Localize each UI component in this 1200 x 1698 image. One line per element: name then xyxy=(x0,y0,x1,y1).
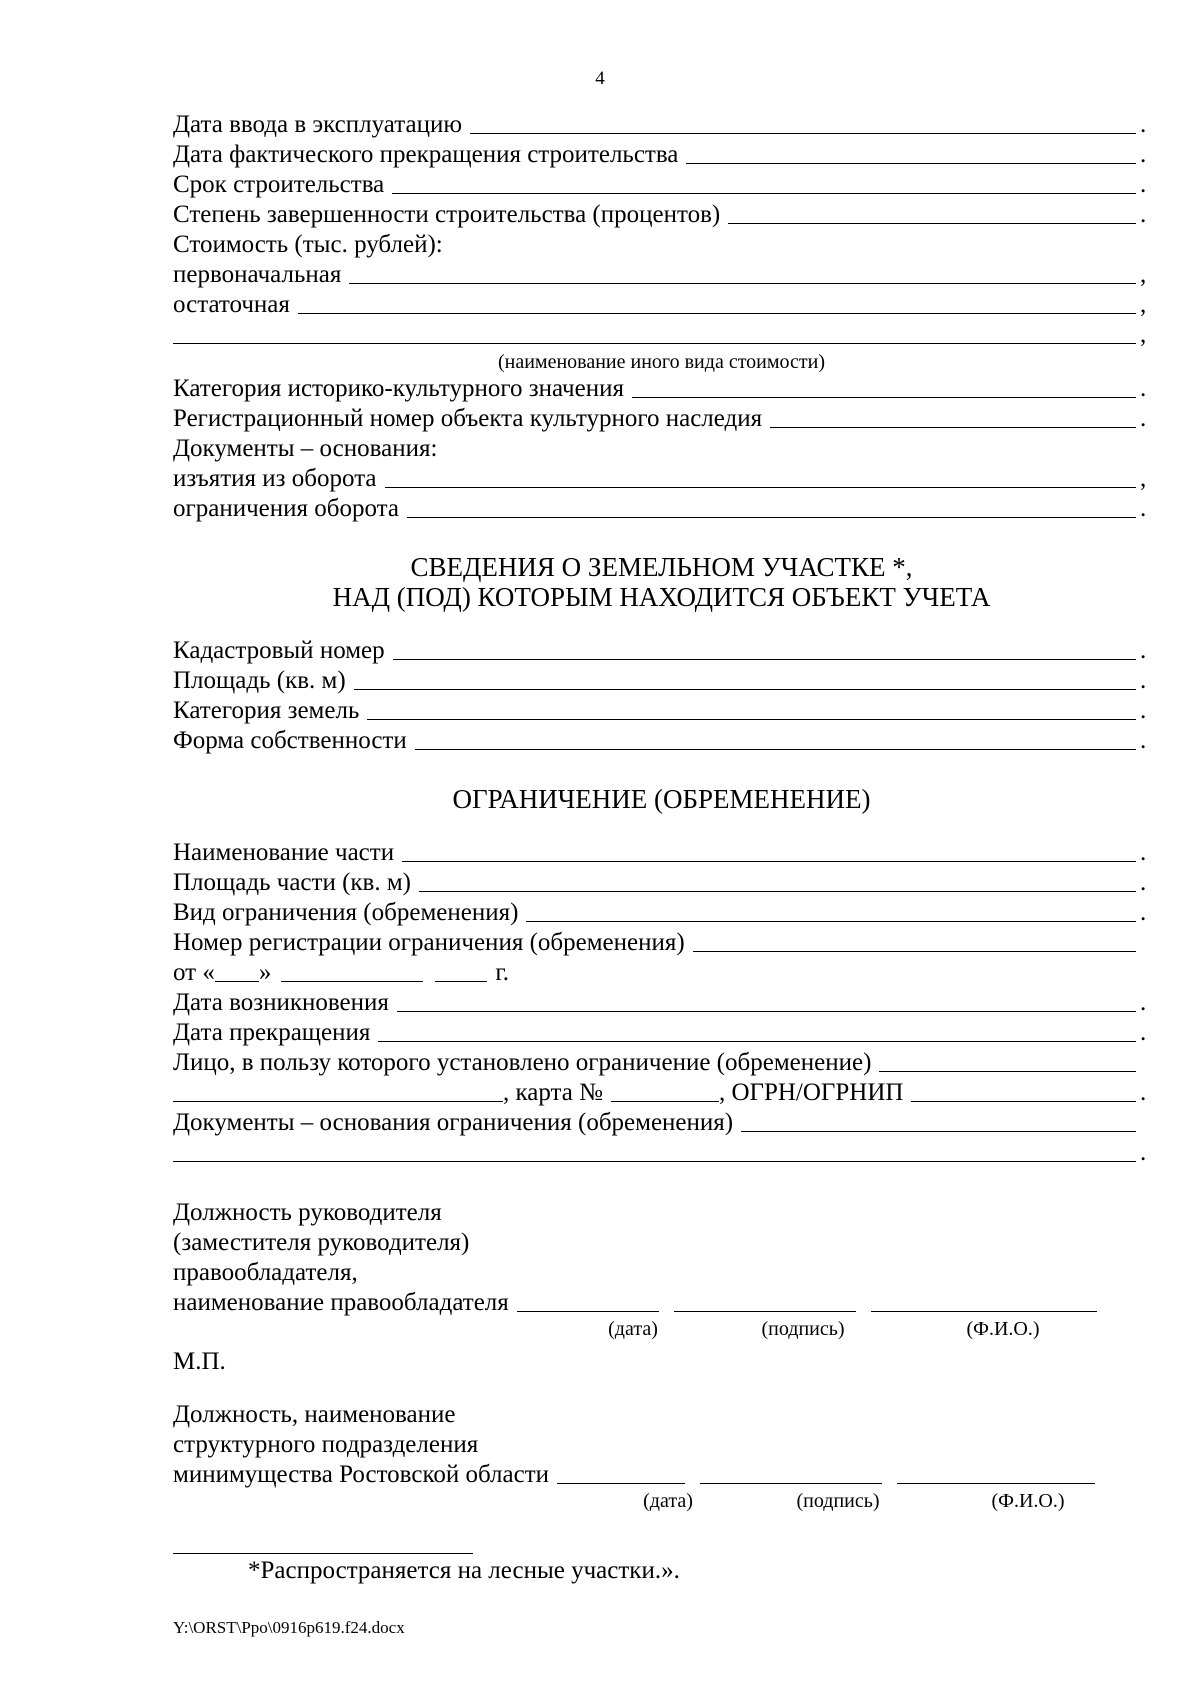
cost-initial-field[interactable] xyxy=(349,282,1136,284)
encumbrance-type-field[interactable] xyxy=(526,920,1136,922)
land-area-label: Площадь (кв. м) xyxy=(173,667,346,694)
holder-signature-block xyxy=(173,1198,1150,1318)
holder-caption-date: (дата) xyxy=(608,1318,658,1340)
land-heading-line1: СВЕДЕНИЯ О ЗЕМЕЛЬНОМ УЧАСТКЕ *, xyxy=(410,552,913,582)
end-date-label: Дата прекращения xyxy=(173,1019,371,1046)
start-date-field[interactable] xyxy=(397,1010,1136,1012)
date-from-label: от « xyxy=(173,959,215,986)
restriction-field[interactable] xyxy=(407,516,1136,518)
holder-line4: наименование правообладателя xyxy=(173,1289,509,1316)
cadastral-number-row: Кадастровый номер . xyxy=(173,637,1147,664)
footnote: *Распространяется на лесные участки.». xyxy=(248,1557,680,1584)
holder-line1: Должность руководителя xyxy=(173,1199,442,1226)
dept-line3: минимущества Ростовской области xyxy=(173,1461,550,1488)
encumbrance-docs-field[interactable] xyxy=(741,1130,1136,1132)
part-name-label: Наименование части xyxy=(173,839,395,866)
ownership-form-row: Форма собственности . xyxy=(173,727,1147,754)
restriction-label: ограничения оборота xyxy=(173,495,400,522)
cost-initial-row: первоначальная , xyxy=(173,261,1147,288)
cadastral-number-label: Кадастровый номер xyxy=(173,637,385,664)
reg-number-row xyxy=(173,928,1150,958)
stamp-row xyxy=(173,1344,1150,1380)
cost-residual-field[interactable] xyxy=(298,312,1136,314)
base-documents-row xyxy=(173,434,1150,464)
encumbrance-docs-cont-row: . xyxy=(173,1138,1150,1168)
holder-captions xyxy=(173,1318,1150,1344)
reg-number-label: Номер регистрации ограничения (обременения) xyxy=(173,929,685,956)
cost-header-label: Стоимость (тыс. рублей): xyxy=(173,231,443,258)
dept-signature-block xyxy=(173,1400,1150,1490)
construction-stop-field[interactable] xyxy=(686,162,1136,164)
cost-header-row xyxy=(173,230,1150,260)
dept-caption-signature: (подпись) xyxy=(796,1490,880,1512)
card-no-label: , карта № xyxy=(503,1079,603,1106)
heritage-reg-row: Регистрационный номер объекта культурного наследия . xyxy=(173,405,1147,432)
construction-term-label: Срок строительства xyxy=(173,171,385,198)
base-documents-label: Документы – основания: xyxy=(173,435,438,462)
dept-signature-field[interactable] xyxy=(700,1482,882,1484)
holder-name-field[interactable] xyxy=(871,1310,1097,1312)
day-field[interactable] xyxy=(215,980,259,982)
completion-degree-field[interactable] xyxy=(728,222,1136,224)
other-cost-field[interactable] xyxy=(173,342,1136,344)
page-number: 4 xyxy=(595,68,605,89)
dept-line2: структурного подразделения xyxy=(173,1431,479,1458)
beneficiary-field-cont[interactable] xyxy=(173,1100,503,1102)
commissioning-date-row: Дата ввода в эксплуатацию . xyxy=(173,111,1147,138)
construction-term-field[interactable] xyxy=(392,192,1136,194)
completion-degree-label: Степень завершенности строительства (процентов) xyxy=(173,201,721,228)
withdrawal-label: изъятия из оборота xyxy=(173,465,377,492)
holder-line2: (заместителя руководителя) xyxy=(173,1229,470,1256)
beneficiary-cont-row: , карта № , ОГРН/ОГРНИП . xyxy=(173,1078,1150,1108)
dept-line1: Должность, наименование xyxy=(173,1401,456,1428)
file-path-footer: Y:\ORST\Ppo\0916p619.f24.docx xyxy=(173,1618,405,1637)
year-suffix: г. xyxy=(495,959,510,986)
ownership-form-label: Форма собственности xyxy=(173,727,407,754)
construction-stop-row: Дата фактического прекращения строительства . xyxy=(173,141,1147,168)
card-no-field[interactable] xyxy=(611,1100,719,1102)
stamp-label: М.П. xyxy=(173,1348,226,1375)
land-area-field[interactable] xyxy=(354,688,1136,690)
holder-signature-field[interactable] xyxy=(674,1310,856,1312)
encumbrance-docs-row xyxy=(173,1108,1150,1138)
construction-term-row: Срок строительства . xyxy=(173,171,1147,198)
holder-line3: правообладателя, xyxy=(173,1259,358,1286)
completion-degree-row: Степень завершенности строительства (процентов) . xyxy=(173,201,1147,228)
heritage-category-field[interactable] xyxy=(632,396,1136,398)
land-category-label: Категория земель xyxy=(173,697,360,724)
withdrawal-row: изъятия из оборота , xyxy=(173,465,1147,492)
beneficiary-row xyxy=(173,1048,1150,1078)
land-heading-line2: НАД (ПОД) КОТОРЫМ НАХОДИТСЯ ОБЪЕКТ УЧЕТА xyxy=(332,582,991,612)
construction-stop-label: Дата фактического прекращения строительства xyxy=(173,141,679,168)
start-date-label: Дата возникновения xyxy=(173,989,389,1016)
commissioning-date-field[interactable] xyxy=(470,132,1136,134)
beneficiary-label: Лицо, в пользу которого установлено ограничение (обременение) xyxy=(173,1049,872,1076)
part-area-field[interactable] xyxy=(419,890,1136,892)
holder-caption-signature: (подпись) xyxy=(761,1318,845,1340)
end-date-row: Дата прекращения . xyxy=(173,1019,1147,1046)
ogrn-label: , ОГРН/ОГРНИП xyxy=(718,1079,904,1106)
encumbrance-docs-field-cont[interactable] xyxy=(173,1160,1136,1162)
encumbrance-type-label: Вид ограничения (обременения) xyxy=(173,899,519,926)
end-date-field[interactable] xyxy=(378,1040,1136,1042)
commissioning-date-label: Дата ввода в эксплуатацию xyxy=(173,111,463,138)
part-name-row: Наименование части . xyxy=(173,839,1147,866)
date-quote-close: » xyxy=(258,959,272,986)
part-name-field[interactable] xyxy=(402,860,1136,862)
footnote-divider xyxy=(173,1553,473,1554)
ownership-form-field[interactable] xyxy=(415,748,1136,750)
heritage-category-row: Категория историко-культурного значения . xyxy=(173,375,1147,402)
restriction-row: ограничения оборота . xyxy=(173,495,1147,522)
heritage-category-label: Категория историко-культурного значения xyxy=(173,375,624,402)
start-date-row: Дата возникновения . xyxy=(173,989,1147,1016)
cost-residual-row: остаточная , xyxy=(173,291,1147,318)
beneficiary-field[interactable] xyxy=(879,1070,1136,1072)
part-area-label: Площадь части (кв. м) xyxy=(173,869,411,896)
encumbrance-docs-label: Документы – основания ограничения (обременения) xyxy=(173,1109,734,1136)
part-area-row: Площадь части (кв. м) . xyxy=(173,869,1147,896)
land-category-row: Категория земель . xyxy=(173,697,1147,724)
month-field[interactable] xyxy=(281,980,423,982)
dept-name-field[interactable] xyxy=(897,1482,1095,1484)
reg-date-row xyxy=(173,958,1150,988)
encumbrance-type-row: Вид ограничения (обременения) . xyxy=(173,899,1147,926)
dept-caption-name: (Ф.И.О.) xyxy=(991,1490,1065,1512)
heritage-reg-field[interactable] xyxy=(770,426,1136,428)
dept-date-field[interactable] xyxy=(557,1482,685,1484)
holder-date-field[interactable] xyxy=(517,1310,659,1312)
cost-residual-label: остаточная xyxy=(173,291,290,318)
ogrn-field[interactable] xyxy=(911,1100,1136,1102)
encumbrance-heading: ОГРАНИЧЕНИЕ (ОБРЕМЕНЕНИЕ) xyxy=(452,784,871,814)
dept-captions xyxy=(173,1490,1150,1516)
cost-initial-label: первоначальная xyxy=(173,261,342,288)
land-area-row: Площадь (кв. м) . xyxy=(173,667,1147,694)
cadastral-number-field[interactable] xyxy=(393,658,1136,660)
withdrawal-field[interactable] xyxy=(385,486,1136,488)
form-body xyxy=(173,110,1150,1516)
holder-caption-name: (Ф.И.О.) xyxy=(966,1318,1040,1340)
heritage-reg-label: Регистрационный номер объекта культурного наследия xyxy=(173,405,763,432)
year-field[interactable] xyxy=(435,980,487,982)
land-category-field[interactable] xyxy=(367,718,1136,720)
other-cost-caption: (наименование иного вида стоимости) xyxy=(497,351,826,373)
other-cost-row: , xyxy=(173,320,1150,350)
dept-caption-date: (дата) xyxy=(643,1490,693,1512)
reg-number-field[interactable] xyxy=(693,950,1136,952)
